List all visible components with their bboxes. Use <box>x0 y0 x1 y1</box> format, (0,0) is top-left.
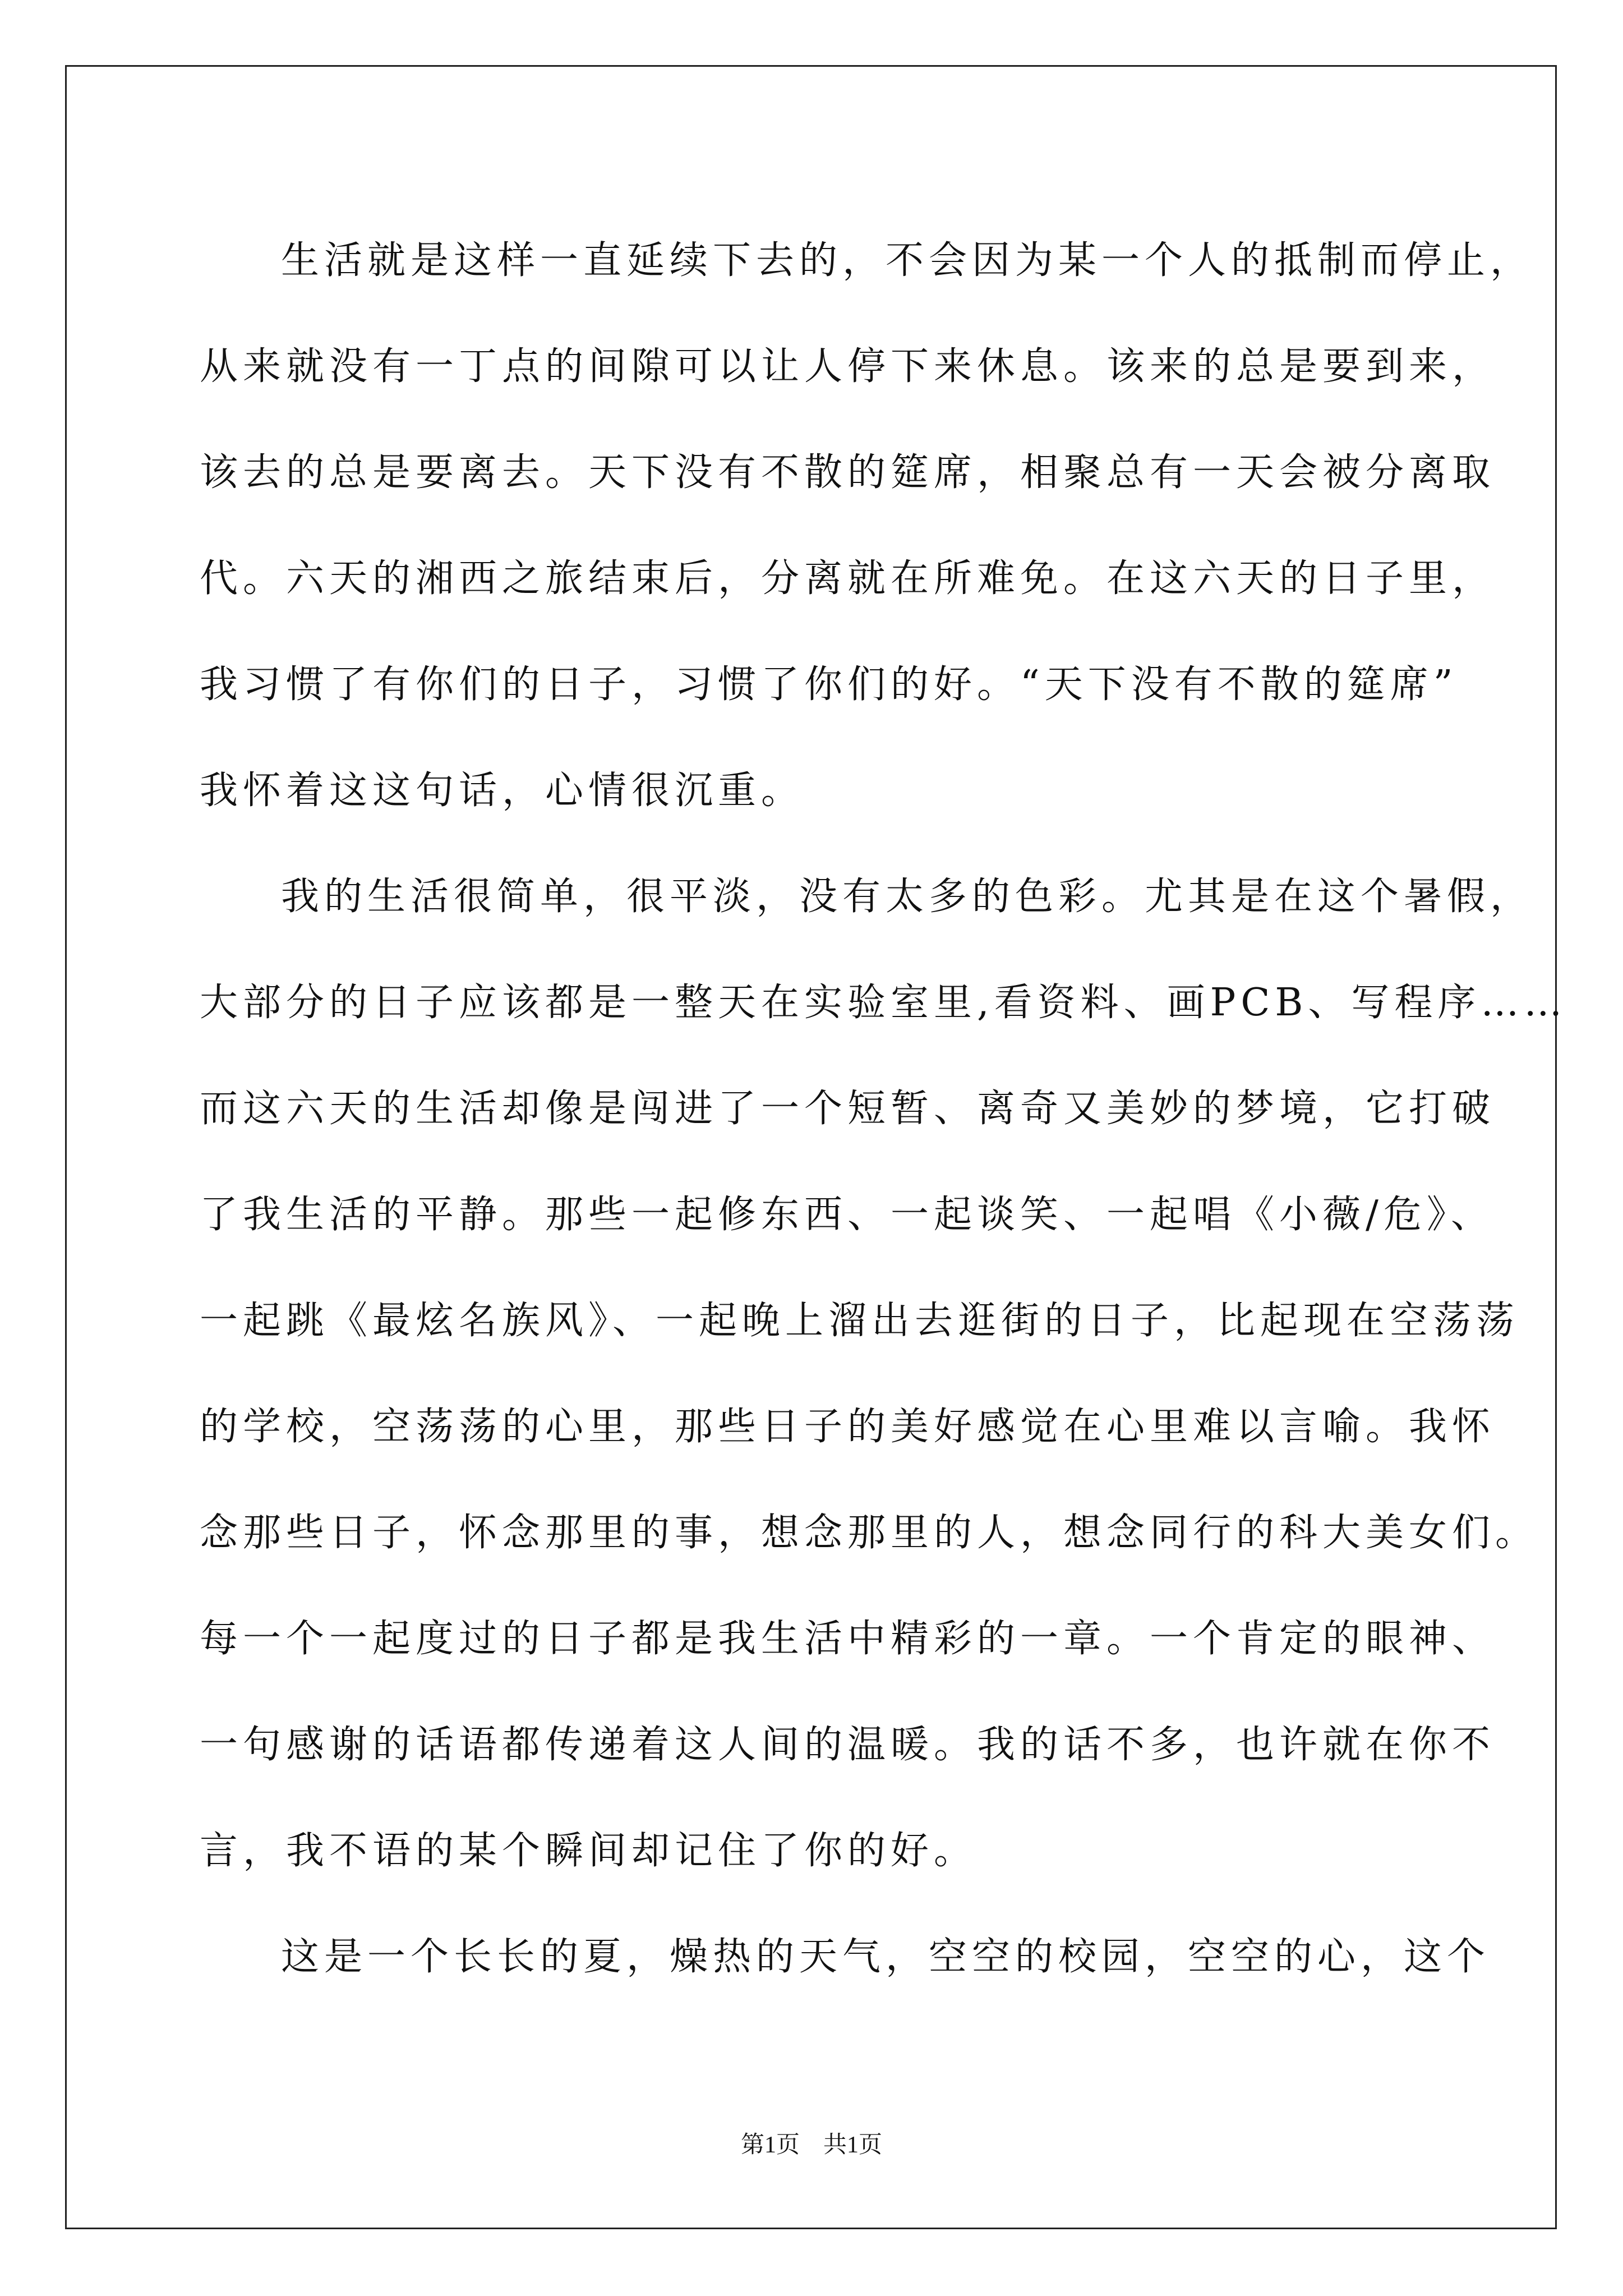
paragraph-2 <box>200 844 1567 1904</box>
text-line: 代。六天的湘西之旅结束后，分离就在所难免。在这六天的日子里， <box>200 556 1496 601</box>
text-line: 我怀着这这句话，心情很沉重。 <box>200 769 805 813</box>
text-line: 该去的总是要离去。天下没有不散的筵席，相聚总有一天会被分离取 <box>200 450 1496 495</box>
text-line: 一句感谢的话语都传递着这人间的温暖。我的话不多，也许就在你不 <box>200 1723 1496 1767</box>
text-line: 念那些日子，怀念那里的事，想念那里的人，想念同行的科大美女们。 <box>200 1511 1539 1555</box>
text-line: 的学校，空荡荡的心里，那些日子的美好感觉在心里难以言喻。我怀 <box>200 1405 1496 1449</box>
text-line: 这是一个长长的夏，燥热的天气，空空的校园，空空的心，这个 <box>281 1935 1491 1979</box>
text-line: 一起跳《最炫名族风》、一起晚上溜出去逛街的日子，比起现在空荡荡 <box>200 1299 1520 1343</box>
document-body <box>200 208 1567 2010</box>
text-line: 生活就是这样一直延续下去的，不会因为某一个人的抵制而停止， <box>281 238 1534 283</box>
text-line: 大部分的日子应该都是一整天在实验室里,看资料、画PCB、写程序…… <box>200 981 1567 1025</box>
text-line: 每一个一起度过的日子都是我生活中精彩的一章。一个肯定的眼神、 <box>200 1617 1496 1661</box>
text-line: 了我生活的平静。那些一起修东西、一起谈笑、一起唱《小薇/危》、 <box>200 1193 1494 1237</box>
text-line: 从来就没有一丁点的间隙可以让人停下来休息。该来的总是要到来， <box>200 344 1496 389</box>
text-line: 言，我不语的某个瞬间却记住了你的好。 <box>200 1829 978 1873</box>
paragraph-3 <box>200 1904 1491 2010</box>
text-line: 而这六天的生活却像是闯进了一个短暂、离奇又美妙的梦境，它打破 <box>200 1087 1496 1131</box>
page-number-footer: 第1页 共1页 <box>740 2132 882 2158</box>
paragraph-1 <box>200 208 1534 844</box>
text-line: 我的生活很简单，很平淡，没有太多的色彩。尤其是在这个暑假， <box>281 875 1534 919</box>
text-line: 我习惯了有你们的日子，习惯了你们的好。“天下没有不散的筵席” <box>200 662 1458 707</box>
